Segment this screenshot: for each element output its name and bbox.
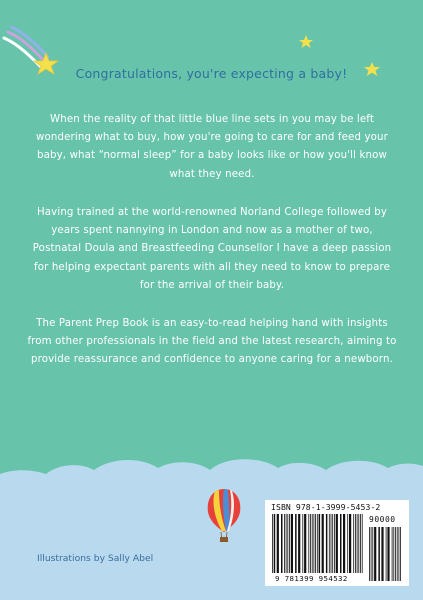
paragraph-book: The Parent Prep Book is an easy-to-read helping hand with insights from other professionals in the field and the latest research, aiming to provide reassurance and confidence to anyone caring for a newborn. — [27, 318, 397, 366]
paragraph-author: Having trained at the world-renowned Norland College followed by years spent nannying in London and now as a mother of two, Postnatal Doula and Breastfeeding Counsellor I have a deep passion for helping expectant parents with all they need to know to prepare for the arrival of their baby. — [32, 207, 392, 291]
barcode-addon-digits: 90000 — [369, 515, 396, 524]
illustration-credit: Illustrations by Sally Abel — [37, 553, 154, 564]
headline: Congratulations, you're expecting a baby! — [75, 66, 348, 81]
barcode-digits: 9 781399 954532 — [275, 574, 348, 583]
paragraph-intro: When the reality of that little blue line sets in you may be left wondering what to buy, how you're going to care for and feed your baby, what “normal sleep” for a baby looks like or how you'll know what they need. — [36, 114, 388, 180]
isbn-label: ISBN 978-1-3999-5453-2 — [271, 502, 381, 512]
isbn-barcode — [265, 500, 409, 586]
